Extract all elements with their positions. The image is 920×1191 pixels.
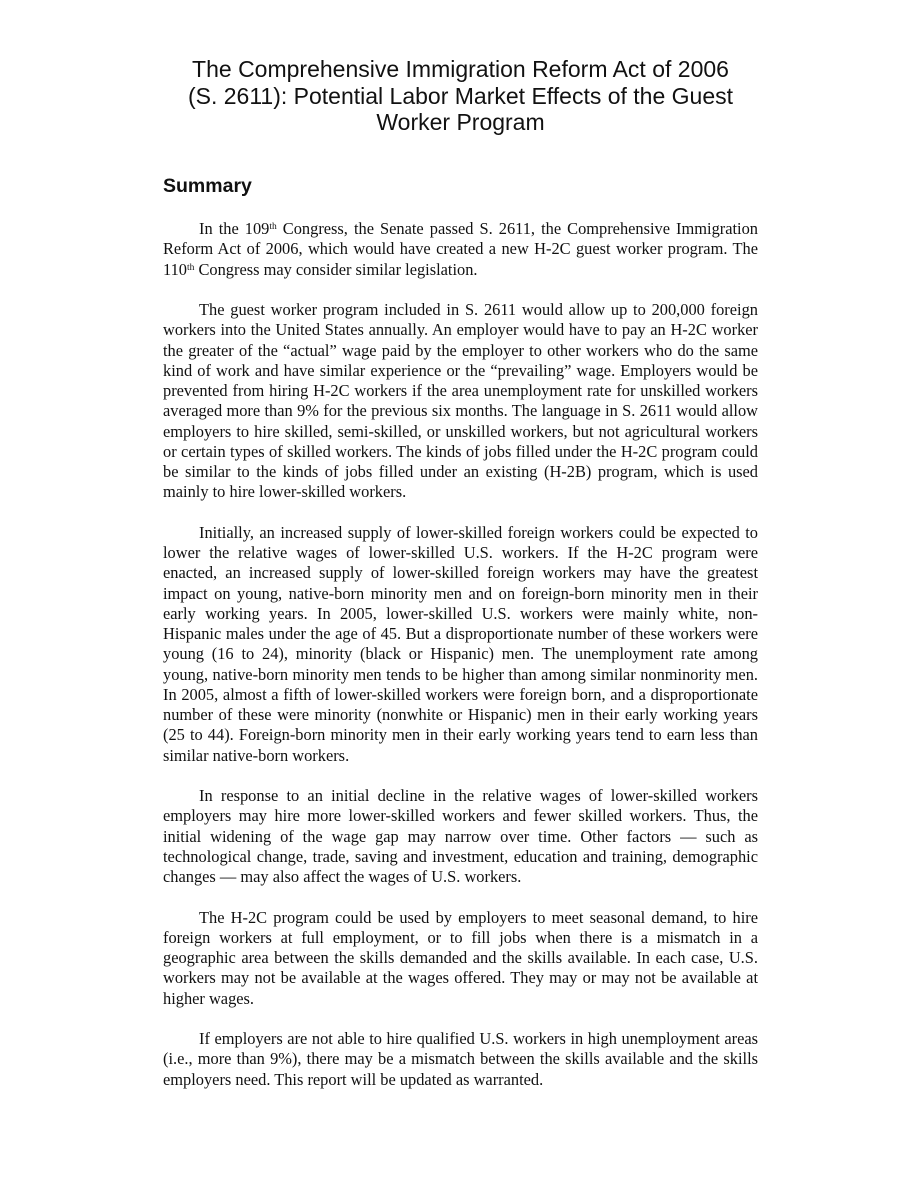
paragraph-text: Congress, the Senate passed S. 2611, the Comprehensive Immigration Reform Act of 2006, which would have created a new H-2C guest worker program. The 110 xyxy=(163,219,758,279)
paragraph: If employers are not able to hire qualified U.S. workers in high unemployment areas (i.e., more than 9%), there may be a mismatch between the skills available and the skills employers need. This report will be updated as warranted. xyxy=(163,1029,758,1089)
title-line: Worker Program xyxy=(376,109,545,135)
paragraph: Initially, an increased supply of lower-skilled foreign workers could be expected to lower the relative wages of lower-skilled U.S. workers. If the H-2C program were enacted, an increased supply of lower-skilled foreign workers may have the greatest impact on young, native-born minority men and on foreign-born minority men in their early working years. In 2005, lower-skilled U.S. workers were mainly white, non-Hispanic males under the age of 45. But a disproportionate number of these workers were young (16 to 24), minority (black or Hispanic) men. The unemployment rate among young, native-born minority men tends to be higher than among similar nonminority men. In 2005, almost a fifth of lower-skilled workers were foreign born, and a disproportionate number of these were minority (nonwhite or Hispanic) men in their early working years (25 to 44). Foreign-born minority men in their early working years tend to earn less than similar native-born workers. xyxy=(163,522,758,765)
paragraph-text: In the 109 xyxy=(199,219,270,238)
paragraph xyxy=(163,219,758,280)
paragraph: In response to an initial decline in the relative wages of lower-skilled workers employers may hire more lower-skilled workers and fewer skilled workers. Thus, the initial widening of the wage gap may narrow over time. Other factors — such as technological change, trade, saving and investment, education and training, demographic changes — may also affect the wages of U.S. workers. xyxy=(163,786,758,886)
section-heading: Summary xyxy=(163,175,252,197)
paragraph: The H-2C program could be used by employers to meet seasonal demand, to hire foreign workers at full employment, or to fill jobs when there is a mismatch in a geographic area between the skills demanded and the skills available. In each case, U.S. workers may not be available at the wages offered. They may or may not be available at higher wages. xyxy=(163,907,758,1008)
summary-body xyxy=(163,219,758,1110)
document-page xyxy=(163,56,758,1089)
paragraph: The guest worker program included in S. 2611 would allow up to 200,000 foreign workers into the United States annually. An employer would have to pay an H-2C worker the greater of the “actual” wage paid by the employer to other workers who do the same kind of work and have similar experience or the “prevailing” wage. Employers would be prevented from hiring H-2C workers if the area unemployment rate for unskilled workers averaged more than 9% for the previous six months. The language in S. 2611 would allow employers to hire skilled, semi-skilled, or unskilled workers, but not agricultural workers or certain types of skilled workers. The kinds of jobs filled under the H-2C program could be similar to the kinds of jobs filled under an existing (H-2B) program, which is used mainly to hire lower-skilled workers. xyxy=(163,300,758,502)
superscript: th xyxy=(186,262,195,273)
title-line: (S. 2611): Potential Labor Market Effects of the Guest xyxy=(187,82,734,109)
document-title xyxy=(163,56,758,136)
title-line: The Comprehensive Immigration Reform Act of 2006 xyxy=(192,56,729,82)
paragraph-text: Congress may consider similar legislation. xyxy=(194,259,478,279)
superscript: th xyxy=(269,222,277,232)
